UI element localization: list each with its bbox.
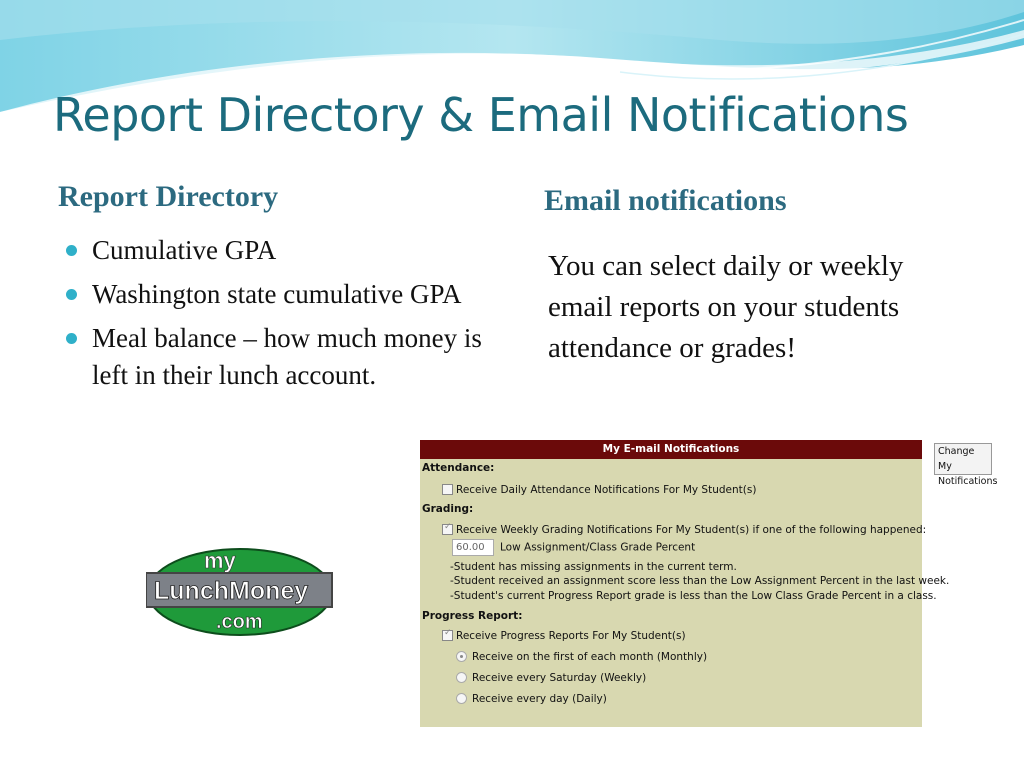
frequency-option-row — [456, 672, 646, 684]
report-directory-list — [64, 232, 494, 401]
list-item — [64, 276, 494, 313]
progress-option-row — [442, 630, 686, 642]
grading-condition: -Student has missing assignments in the current term. — [450, 561, 737, 573]
report-directory-heading: Report Directory — [58, 180, 279, 213]
weekly-radio[interactable] — [456, 672, 467, 683]
weekly-label: Receive every Saturday (Weekly) — [472, 672, 647, 684]
email-notifications-description: You can select daily or weekly email reports on your students attendance or grades! — [548, 250, 904, 364]
bullet-dot-icon — [66, 245, 77, 256]
mylunchmoney-logo — [146, 546, 334, 636]
list-item-text: Washington state cumulative GPA — [92, 279, 462, 309]
panel-header: My E-mail Notifications — [420, 440, 922, 459]
list-item-text: Meal balance – how much money is left in their lunch account. — [92, 323, 482, 390]
progress-section-label: Progress Report: — [422, 610, 523, 622]
bullet-dot-icon — [66, 333, 77, 344]
daily-attendance-label: Receive Daily Attendance Notifications For My Student(s) — [456, 484, 757, 496]
progress-reports-checkbox[interactable] — [442, 630, 453, 641]
monthly-label: Receive on the first of each month (Monthly) — [472, 651, 708, 663]
grading-section-label: Grading: — [422, 503, 474, 515]
monthly-radio[interactable] — [456, 651, 467, 662]
frequency-option-row — [456, 651, 707, 663]
frequency-option-row — [456, 693, 607, 705]
grading-condition: -Student received an assignment score less than the Low Assignment Percent in the last week. — [450, 575, 950, 587]
attendance-option-row — [442, 484, 756, 496]
grading-option-row — [442, 524, 926, 536]
logo-lunchmoney-text: LunchMoney — [154, 577, 309, 605]
attendance-section-label: Attendance: — [422, 462, 495, 474]
weekly-grading-checkbox[interactable] — [442, 524, 453, 535]
daily-label: Receive every day (Daily) — [472, 693, 607, 705]
slide-title: Report Directory & Email Notifications — [53, 88, 909, 142]
low-percent-input[interactable]: 60.00 — [452, 539, 494, 556]
email-notifications-panel — [420, 440, 950, 727]
low-percent-label: Low Assignment/Class Grade Percent — [500, 541, 696, 554]
logo-my-text: my — [204, 548, 236, 573]
progress-reports-label: Receive Progress Reports For My Student(s) — [456, 630, 686, 642]
bullet-dot-icon — [66, 289, 77, 300]
list-item — [64, 232, 494, 269]
grading-condition: -Student's current Progress Report grade is less than the Low Class Grade Percent in a class. — [450, 590, 937, 602]
weekly-grading-label: Receive Weekly Grading Notifications For My Student(s) if one of the following happened: — [456, 524, 927, 536]
list-item — [64, 320, 494, 394]
logo-com-text: .com — [216, 611, 263, 633]
list-item-text: Cumulative GPA — [92, 235, 277, 265]
daily-attendance-checkbox[interactable] — [442, 484, 453, 495]
low-percent-row — [452, 539, 695, 556]
daily-radio[interactable] — [456, 693, 467, 704]
change-notifications-button[interactable]: Change My Notifications — [934, 443, 992, 475]
email-notifications-heading: Email notifications — [544, 184, 787, 217]
